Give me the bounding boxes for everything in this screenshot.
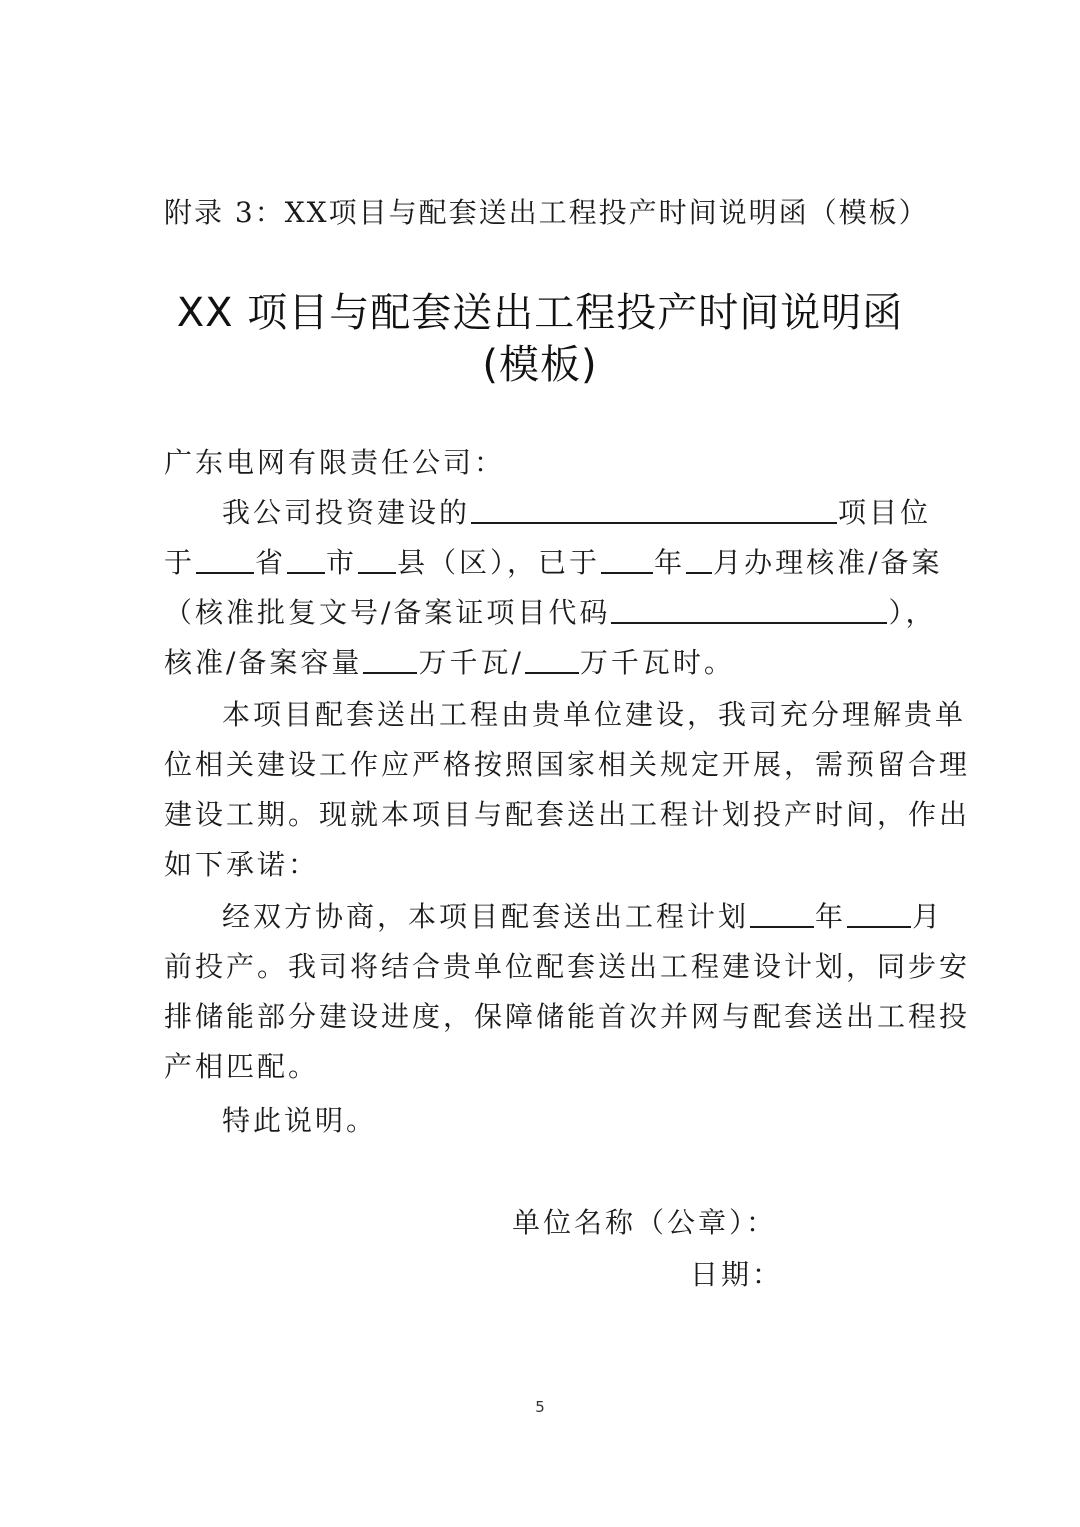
blank-capacity-mwh [525,648,579,674]
paragraph-1-line-1: 我公司投资建设的 项目位 [222,496,932,529]
paragraph-3-line-2: 前投产。我司将结合贵单位配套送出工程建设计划，同步安 [164,950,971,983]
paragraph-1-line-3: （核准批复文号/备案证项目代码 ）， [164,596,937,629]
blank-city [287,548,325,574]
paragraph-2-line-2: 位相关建设工作应严格按照国家相关规定开展，需预留合理 [164,748,971,781]
blank-month [686,548,712,574]
paragraph-1-line-2: 于 省 市 县（区），已于 年 月办理核准/备案 [164,546,943,579]
blank-county [358,548,396,574]
paragraph-2-line-4: 如下承诺： [164,848,320,881]
page-number: 5 [535,1398,545,1416]
salutation: 广东电网有限责任公司： [164,446,506,479]
document-title: XX 项目与配套送出工程投产时间说明函 [176,290,904,336]
document-title-suffix: (模板) [482,342,598,388]
blank-year [601,548,653,574]
paragraph-1-line-4: 核准/备案容量 万千瓦/ 万千瓦时。 [164,646,735,679]
blank-capacity-mw [363,648,417,674]
signature-unit-label: 单位名称（公章）： [512,1206,778,1239]
paragraph-3-line-1: 经双方协商，本项目配套送出工程计划 年 月 [222,900,944,933]
paragraph-2-line-3: 建设工期。现就本项目与配套送出工程计划投产时间，作出 [164,798,971,831]
paragraph-3-line-4: 产相匹配。 [164,1050,320,1083]
annex-title: 附录 3：XX项目与配套送出工程投产时间说明函（模板） [164,196,929,229]
blank-province [196,548,254,574]
blank-commission-year [750,902,814,928]
blank-commission-month [847,902,911,928]
blank-project-name [471,498,837,524]
paragraph-3-line-3: 排储能部分建设进度，保障储能首次并网与配套送出工程投 [164,1000,971,1033]
blank-approval-code [611,598,887,624]
paragraph-2-line-1: 本项目配套送出工程由贵单位建设，我司充分理解贵单 [222,698,967,731]
signature-date-label: 日期： [690,1258,784,1291]
closing-statement: 特此说明。 [222,1104,378,1137]
